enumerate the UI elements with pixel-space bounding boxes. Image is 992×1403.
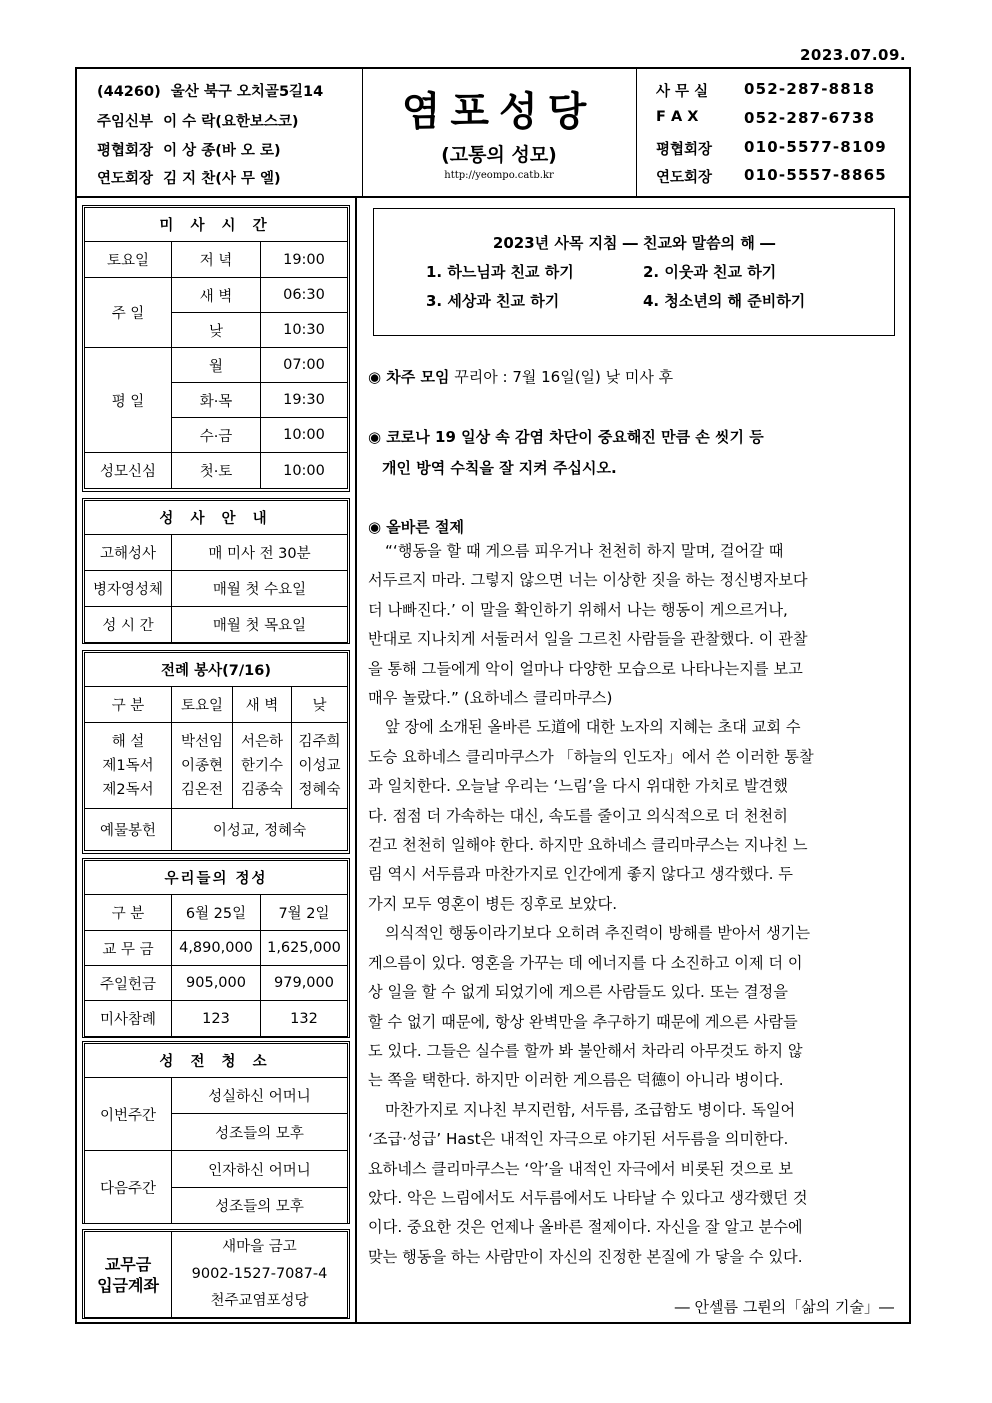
essay-line: 도승 요하네스 클리마쿠스가 「하늘의 인도자」에서 쓴 이러한 통찰 [368, 747, 814, 766]
mass-day: 주 일 [85, 278, 172, 348]
mass-time: 07:00 [261, 348, 348, 383]
mass-times-table [84, 207, 348, 489]
notice-covid-line2: 개인 방역 수칙을 잘 지켜 주십시오. [382, 459, 617, 477]
account-label [85, 1232, 172, 1318]
server: 서은하 [240, 733, 284, 750]
essay-source: ― 안셀름 그륀의「삶의 기술」― [674, 1298, 894, 1316]
cleaning-title: 성 전 청 소 [85, 1044, 348, 1078]
offerings-label: 미사참례 [85, 1001, 172, 1037]
liturgy-table [84, 652, 348, 851]
essay-line: 가지 모두 영혼이 병든 징후로 보았다. [368, 894, 618, 913]
header-divider-right [636, 67, 637, 197]
policy-heading: 2023년 사목 지침 ― 친교와 말씀의 해 ― [492, 234, 776, 252]
liturgy-title: 전례 봉사(7/16) [85, 653, 348, 687]
notice-covid-line1: ◉ 코로나 19 일상 속 감염 차단이 중요해진 만큼 손 씻기 등 [368, 428, 764, 446]
sacrament-table [84, 500, 348, 643]
essay-line: 서두르지 마라. 그렇지 않으면 너는 이상한 짓을 하는 정신병자보다 [368, 571, 808, 590]
mass-day: 성모신심 [85, 453, 172, 489]
essay-line: 이다. 중요한 것은 언제나 올바른 절제이다. 자신을 잘 알고 분수에 [368, 1218, 803, 1237]
contact-label-fax: F A X [656, 109, 699, 125]
server: 정혜숙 [298, 781, 341, 798]
role: 제2독서 [102, 781, 154, 798]
liturgy-head: 새 벽 [233, 687, 292, 723]
liturgy-dawn [233, 723, 292, 809]
essay-title: ◉ 올바른 절제 [368, 518, 464, 536]
sacrament-time: 매월 첫 목요일 [172, 607, 348, 643]
server: 이종현 [180, 757, 224, 774]
essay-line: 매우 놀랐다.” (요하네스 클리마쿠스) [368, 689, 613, 708]
mass-time: 06:30 [261, 278, 348, 313]
sacrament-name: 병자영성체 [85, 571, 172, 607]
mass-time: 10:30 [261, 313, 348, 348]
cleaning-group: 성조들의 모후 [172, 1188, 348, 1224]
parish-title: 염포성당 [401, 89, 597, 135]
account-number: 9002-1527-7087-4 [191, 1266, 328, 1282]
mass-slot: 낮 [172, 313, 261, 348]
liturgy-day [292, 723, 348, 809]
cleaning-table [84, 1043, 348, 1224]
essay-line: 도 있다. 그들은 실수를 할까 봐 불안해서 차라리 아무것도 하지 않 [368, 1041, 803, 1060]
offerings-table [84, 860, 348, 1037]
policy-item-4: 4. 청소년의 해 준비하기 [643, 292, 806, 310]
parish-url[interactable]: http://yeompo.catb.kr [444, 170, 554, 181]
pastor: 주임신부 이 수 락(요한보스코) [97, 114, 299, 130]
column-divider [355, 197, 357, 1324]
council-president: 평협회장 이 상 종(바 오 로) [97, 143, 281, 159]
policy-item-3: 3. 세상과 친교 하기 [426, 292, 560, 310]
essay-line: 을 통해 그들에게 악이 얼마나 다양한 모습으로 나타나는지를 보고 [368, 659, 803, 678]
server: 박선임 [180, 733, 224, 750]
offering-label: 예물봉헌 [85, 809, 172, 851]
essay-line: 는 쪽을 택한다. 하지만 이러한 게으름은 덕德이 아니라 병이다. [368, 1071, 784, 1090]
mass-time: 19:30 [261, 383, 348, 418]
mass-times-title: 미 사 시 간 [85, 208, 348, 242]
cleaning-group: 성실하신 어머니 [172, 1078, 348, 1114]
offering-names: 이성교, 정혜숙 [172, 809, 348, 851]
sacrament-name: 성 시 간 [85, 607, 172, 643]
essay-line: 할 수 없기 때문에, 항상 완벽만을 추구하기 때문에 게으른 사람들 [368, 1012, 798, 1031]
offerings-title: 우리들의 정성 [85, 861, 348, 895]
offerings-label: 주일헌금 [85, 966, 172, 1001]
notice-meeting [368, 366, 673, 387]
essay-line: 의식적인 행동이라기보다 오히려 추진력이 방해를 받아서 생기는 [385, 924, 811, 943]
essay-line: 았다. 악은 느림에서도 서두름에서도 나타날 수 있다고 생각했던 것 [368, 1188, 808, 1207]
cleaning-group: 인자하신 어머니 [172, 1151, 348, 1188]
contact-value-council: 010-5577-8109 [744, 138, 887, 156]
server: 김종숙 [240, 781, 284, 798]
essay-line: 더 나빠진다.’ 이 말을 확인하기 위해서 나는 행동이 게으르거나, [368, 600, 788, 619]
sacrament-time: 매월 첫 수요일 [172, 571, 348, 607]
policy-item-2: 2. 이웃과 친교 하기 [643, 263, 777, 281]
role: 해 설 [111, 733, 145, 750]
sacrament-name: 고해성사 [85, 535, 172, 571]
mass-time: 10:00 [261, 453, 348, 489]
mass-day: 토요일 [85, 242, 172, 278]
mass-slot: 화·목 [172, 383, 261, 418]
offerings-value: 979,000 [261, 966, 348, 1001]
role: 제1독서 [102, 757, 154, 774]
header-divider [75, 196, 911, 198]
offerings-value: 1,625,000 [261, 931, 348, 966]
essay-line: 림 역시 서두름과 마찬가지로 인간에게 좋지 않다고 생각했다. 두 [368, 865, 793, 884]
offerings-label: 교 무 금 [85, 931, 172, 966]
contact-label-council: 평협회장 [656, 142, 713, 158]
parish-address: (44260) 울산 북구 오치골5길14 [97, 84, 324, 100]
server: 김주희 [298, 733, 341, 750]
offerings-value: 132 [261, 1001, 348, 1037]
essay-line: 걷고 천천히 일해야 한다. 하지만 요하네스 클리마쿠스는 지나친 느 [368, 836, 808, 855]
essay-line: 맞는 행동을 하는 사람만이 자신의 진정한 본질에 가 닿을 수 있다. [368, 1247, 803, 1266]
liturgy-head: 낮 [292, 687, 348, 723]
parish-subtitle: (고통의 성모) [441, 144, 557, 166]
notice-meeting-text: 꾸리아 : 7월 16일(일) 낮 미사 후 [449, 368, 674, 386]
essay-line: 요하네스 클리마쿠스는 ‘악’을 내적인 자극에서 비롯된 것으로 보 [368, 1159, 793, 1178]
yeondo-president: 연도회장 김 지 찬(사 무 엘) [97, 171, 281, 187]
server: 이성교 [298, 757, 341, 774]
account-label-2: 입금계좌 [97, 1275, 159, 1295]
contact-label-office: 사 무 실 [656, 84, 709, 100]
contact-value-yeondo: 010-5557-8865 [744, 166, 887, 184]
server: 한기수 [240, 757, 284, 774]
essay-line: 과 일치한다. 오늘날 우리는 ‘느림’을 다시 위대한 가치로 발견했 [368, 777, 788, 796]
essay-line: 앞 장에 소개된 올바른 도道에 대한 노자의 지혜는 초대 교회 수 [385, 718, 801, 737]
offerings-head: 6월 25일 [172, 895, 261, 931]
liturgy-roles [85, 723, 172, 809]
essay-line: 반대로 지나치게 서둘러서 일을 그르친 사람들을 관찰했다. 이 관찰 [368, 630, 808, 649]
essay-line: 게으름이 있다. 영혼을 가꾸는 데 에너지를 다 소진하고 이제 더 이 [368, 953, 803, 972]
mass-slot: 수·금 [172, 418, 261, 453]
account-table [84, 1231, 348, 1318]
server: 김온전 [180, 781, 224, 798]
liturgy-head: 토요일 [172, 687, 233, 723]
sacrament-time: 매 미사 전 30분 [172, 535, 348, 571]
essay-line: ‘조급·성급’ Hast은 내적인 자극으로 야기된 서두름을 의미한다. [368, 1130, 789, 1149]
liturgy-head: 구 분 [85, 687, 172, 723]
offerings-head: 7월 2일 [261, 895, 348, 931]
sacrament-title: 성 사 안 내 [85, 501, 348, 535]
account-label-1: 교무금 [104, 1254, 152, 1274]
mass-time: 10:00 [261, 418, 348, 453]
contact-value-fax: 052-287-6738 [744, 109, 876, 127]
contact-value-office: 052-287-8818 [744, 80, 876, 98]
offerings-value: 123 [172, 1001, 261, 1037]
contact-label-yeondo: 연도회장 [656, 170, 713, 186]
essay-line: 마찬가지로 지나친 부지런함, 서두름, 조급함도 병이다. 독일어 [385, 1100, 796, 1119]
cleaning-group: 성조들의 모후 [172, 1114, 348, 1151]
offerings-value: 905,000 [172, 966, 261, 1001]
policy-item-1: 1. 하느님과 친교 하기 [426, 263, 574, 281]
essay-line: “‘행동을 할 때 게으름 피우거나 천천히 하지 말며, 걸어갈 때 [385, 542, 784, 560]
mass-slot: 첫·토 [172, 453, 261, 489]
mass-time: 19:00 [261, 242, 348, 278]
essay-body [368, 537, 900, 1272]
account-info [172, 1232, 348, 1318]
offerings-head: 구 분 [85, 895, 172, 931]
account-holder: 천주교염포성당 [210, 1293, 309, 1309]
mass-day: 평 일 [85, 348, 172, 453]
mass-slot: 저 녁 [172, 242, 261, 278]
cleaning-week: 다음주간 [85, 1151, 172, 1224]
essay-line: 다. 점점 더 가속하는 대신, 속도를 줄이고 의식적으로 더 천천히 [368, 806, 788, 825]
mass-slot: 월 [172, 348, 261, 383]
issue-date: 2023.07.09. [800, 46, 907, 64]
cleaning-week: 이번주간 [85, 1078, 172, 1151]
essay-line: 상 일을 할 수 없게 되었기에 게으른 사람들도 있다. 또는 결정을 [368, 983, 788, 1002]
mass-slot: 새 벽 [172, 278, 261, 313]
bank-name: 새마을 금고 [222, 1239, 297, 1255]
liturgy-sat [172, 723, 233, 809]
notice-meeting-title: ◉ 차주 모임 [368, 368, 450, 386]
offerings-value: 4,890,000 [172, 931, 261, 966]
